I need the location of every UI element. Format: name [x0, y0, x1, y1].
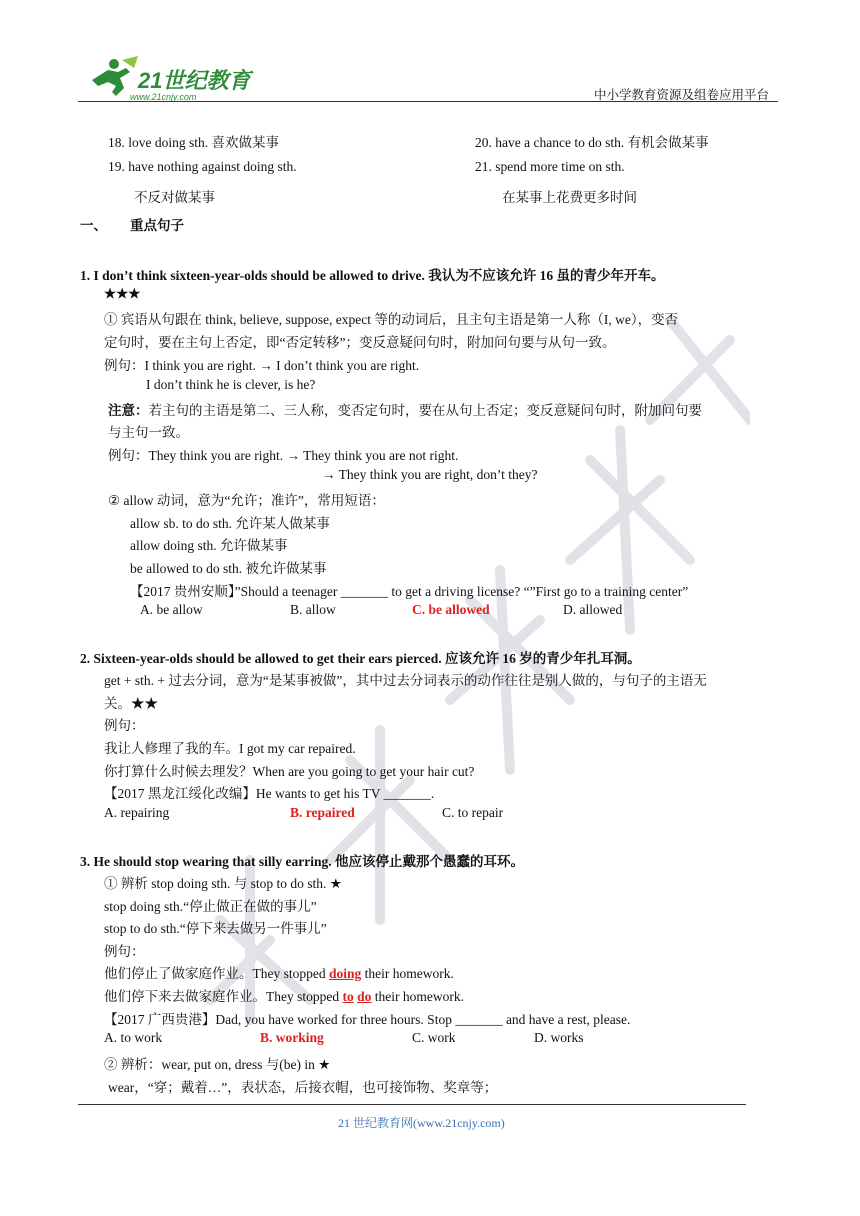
- header-divider: [78, 101, 778, 102]
- s3-line-3: stop to do sth.“停下来去做另一件事儿”: [104, 921, 327, 936]
- s1-option-b: B. allow: [290, 602, 336, 617]
- note-text: 若主句的主语是第二、三人称，变否定句时，要在从句上否定；变反意疑问句时，附加问句要: [148, 403, 702, 418]
- s3-line-8: wear，“穿；戴着…”，表状态，后接衣帽，也可接饰物、奖章等；: [108, 1080, 498, 1095]
- s1-line-4: I don’t think he is clever, is he?: [146, 377, 316, 392]
- section-title: 重点句子: [130, 218, 184, 233]
- logo-text: 21世纪教育: [138, 68, 251, 93]
- s1-note: [108, 399, 702, 419]
- site-logo: [86, 56, 256, 102]
- s2-question: 【2017 黑龙江绥化改编】He wants to get his TV _______.: [104, 786, 435, 801]
- phrase-20: 20. have a chance to do sth. 有机会做某事: [475, 135, 709, 150]
- phrase-21-meaning: 在某事上花费更多时间: [502, 190, 637, 205]
- note-label: 注意：: [108, 403, 149, 418]
- s1-question: 【2017 贵州安顺】”Should a teenager _______ to get a driving license? “”First go to a training center”: [130, 584, 689, 599]
- phrase-21: 21. spend more time on sth.: [475, 159, 625, 174]
- runner-icon: [92, 56, 138, 96]
- s3-line-5: [104, 962, 454, 982]
- sentence-2-title: 2. Sixteen-year-olds should be allowed to get their ears pierced. 应该允许 16 岁的青少年扎耳洞。: [80, 651, 641, 666]
- s3-line-7: ② 辨析：wear, put on, dress 与(be) in ★: [104, 1057, 331, 1072]
- answer-doing: doing: [328, 966, 362, 981]
- footer-divider: [78, 1104, 746, 1105]
- s3-example-1-end: their homework.: [361, 966, 454, 981]
- s1-option-a: A. be allow: [140, 602, 203, 617]
- answer-to: to: [342, 989, 354, 1004]
- s1-line-9: allow doing sth. 允许做某事: [130, 538, 288, 553]
- sentence-1-title: 1. I don’t think sixteen-year-olds should be allowed to drive. 我认为不应该允许 16 虽的青少年开车。: [80, 268, 665, 283]
- s3-option-d: D. works: [534, 1030, 584, 1045]
- s2-option-c: C. to repair: [442, 805, 504, 820]
- s2-line-5: 你打算什么时候去理发？When are you going to get your hair cut?: [104, 764, 475, 779]
- s2-line-4: 我让人修理了我的车。I got my car repaired.: [104, 741, 356, 756]
- s1-line-6: → They think you are right, don’t they?: [322, 467, 538, 482]
- logo-url: www.21cnjy.com: [130, 92, 197, 102]
- platform-name: 中小学教育资源及组卷应用平台: [594, 88, 770, 102]
- s1-line-10: be allowed to do sth. 被允许做某事: [130, 561, 327, 576]
- s2-line-1: get + sth. + 过去分词，意为“是某事被做”，其中过去分词表示的动作往往是别人做的，与句子的主语无: [104, 673, 707, 688]
- s3-example-2-end: their homework.: [371, 989, 464, 1004]
- phrase-19-meaning: 不反对做某事: [134, 190, 215, 205]
- sentence-1-stars: ★★★: [104, 286, 141, 301]
- s1-line-8: allow sb. to do sth. 允许某人做某事: [130, 516, 330, 531]
- s1-option-c-answer: C. be allowed: [412, 602, 490, 617]
- s1-line-7: ② allow 动词，意为“允许；准许”，常用短语：: [108, 493, 385, 508]
- footer-link[interactable]: 21 世纪教育网(www.21cnjy.com): [338, 1116, 505, 1130]
- s3-line-6: [104, 985, 464, 1005]
- section-number: 一、: [80, 218, 107, 233]
- answer-do: do: [357, 989, 372, 1004]
- s1-line-1: ① 宾语从句跟在 think, believe, suppose, expect 等的动词后，且主句主语是第一人称（I, we），变否: [104, 312, 679, 327]
- s1-note-2: 与主句一致。: [108, 425, 189, 440]
- phrase-19: 19. have nothing against doing sth.: [108, 159, 297, 174]
- s1-line-3: 例句：I think you are right. → I don’t think you are right.: [104, 358, 420, 373]
- sentence-3-title: 3. He should stop wearing that silly earring. 他应该停止戴那个愚蠢的耳环。: [80, 854, 525, 869]
- s3-line-2: stop doing sth.“停止做正在做的事儿”: [104, 899, 317, 914]
- s1-line-5: 例句：They think you are right. → They think you are not right.: [108, 448, 459, 463]
- s2-option-b-answer: B. repaired: [290, 805, 355, 820]
- s2-line-3: 例句：: [104, 718, 145, 733]
- s1-option-d: D. allowed: [563, 602, 623, 617]
- s3-question: 【2017 广西贵港】Dad, you have worked for three hours. Stop _______ and have a rest, please.: [104, 1012, 631, 1027]
- phrase-18: 18. love doing sth. 喜欢做某事: [108, 135, 279, 150]
- s2-line-2: 关。★★: [104, 696, 158, 711]
- s3-option-a: A. to work: [104, 1030, 163, 1045]
- s3-example-1: 他们停止了做家庭作业。They stopped: [104, 966, 329, 981]
- s2-option-a: A. repairing: [104, 805, 170, 820]
- s3-example-2: 他们停下来去做家庭作业。They stopped: [104, 989, 343, 1004]
- s3-option-c: C. work: [412, 1030, 456, 1045]
- s3-line-4: 例句：: [104, 944, 145, 959]
- s3-line-1: ① 辨析 stop doing sth. 与 stop to do sth. ★: [104, 876, 342, 891]
- s1-line-2: 定句时，要在主句上否定，即“否定转移”；变反意疑问句时，附加问句要与从句一致。: [104, 335, 616, 350]
- s3-option-b-answer: B. working: [260, 1030, 324, 1045]
